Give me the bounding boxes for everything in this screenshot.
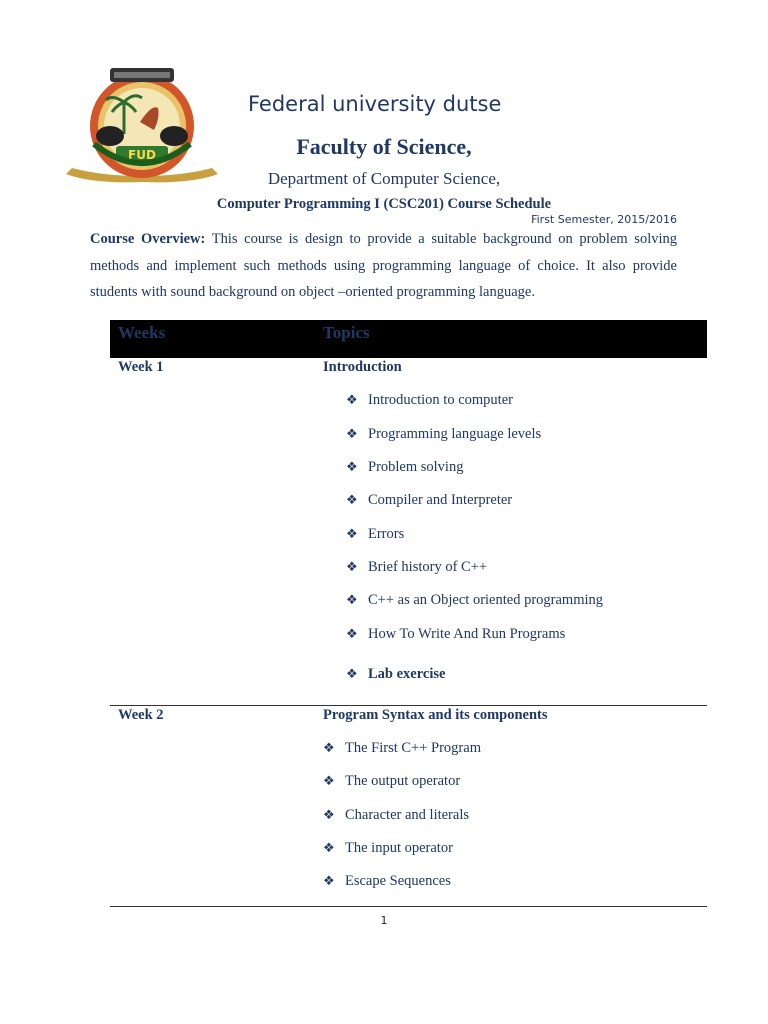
bullet-icon: ❖ (346, 667, 358, 682)
bullet-icon: ❖ (323, 841, 335, 856)
list-item: ❖ The output operator (323, 773, 461, 789)
semester-label: First Semester, 2015/2016 (531, 213, 677, 226)
list-item: ❖ The First C++ Program (323, 740, 481, 756)
list-item: ❖ Introduction to computer (346, 392, 513, 408)
column-header-weeks: Weeks (118, 323, 166, 342)
table-bottom-rule (110, 906, 707, 907)
week-2-topic: Program Syntax and its components (323, 707, 548, 723)
list-item: ❖ Brief history of C++ (346, 559, 488, 575)
faculty-name: Faculty of Science, (296, 134, 472, 159)
bullet-icon: ❖ (346, 627, 358, 642)
overview-label: Course Overview: (90, 231, 206, 247)
list-item: ❖ The input operator (323, 840, 453, 856)
week-1-label: Week 1 (118, 359, 164, 375)
column-header-topics: Topics (323, 323, 370, 342)
course-title: Computer Programming I (CSC201) Course Schedule (216, 196, 552, 212)
page-number: 1 (380, 914, 388, 927)
list-item: ❖ Errors (346, 526, 405, 542)
list-item: ❖ Escape Sequences (323, 873, 451, 889)
list-item: ❖ Lab exercise (346, 666, 446, 682)
bullet-icon: ❖ (323, 774, 335, 789)
overview-text: This course is design to provide a suitable background on problem solving methods and implement such methods using programming language of choice. It also provide students with sound background on object –oriented programming language. (90, 231, 677, 300)
bullet-icon: ❖ (346, 427, 358, 442)
bullet-icon: ❖ (323, 874, 335, 889)
bullet-icon: ❖ (346, 493, 358, 508)
department-name: Department of Computer Science, (267, 169, 501, 188)
list-item: ❖ Programming language levels (346, 426, 542, 442)
week-1-topic: Introduction (323, 359, 402, 375)
list-item: ❖ How To Write And Run Programs (346, 626, 566, 642)
list-item: ❖ C++ as an Object oriented programming (346, 592, 604, 608)
bullet-icon: ❖ (346, 593, 358, 608)
list-item: ❖ Compiler and Interpreter (346, 492, 513, 508)
list-item: ❖ Character and literals (323, 807, 469, 823)
bullet-icon: ❖ (323, 808, 335, 823)
table-header (110, 320, 707, 358)
row-divider (110, 705, 707, 706)
logo-text: FUD (128, 148, 156, 162)
bullet-icon: ❖ (346, 460, 358, 475)
week-2-label: Week 2 (118, 707, 164, 723)
course-overview (90, 226, 677, 306)
bullet-icon: ❖ (346, 527, 358, 542)
bullet-icon: ❖ (323, 741, 335, 756)
bullet-icon: ❖ (346, 560, 358, 575)
bullet-icon: ❖ (346, 393, 358, 408)
university-name: Federal university dutse (248, 92, 502, 116)
list-item: ❖ Problem solving (346, 459, 464, 475)
